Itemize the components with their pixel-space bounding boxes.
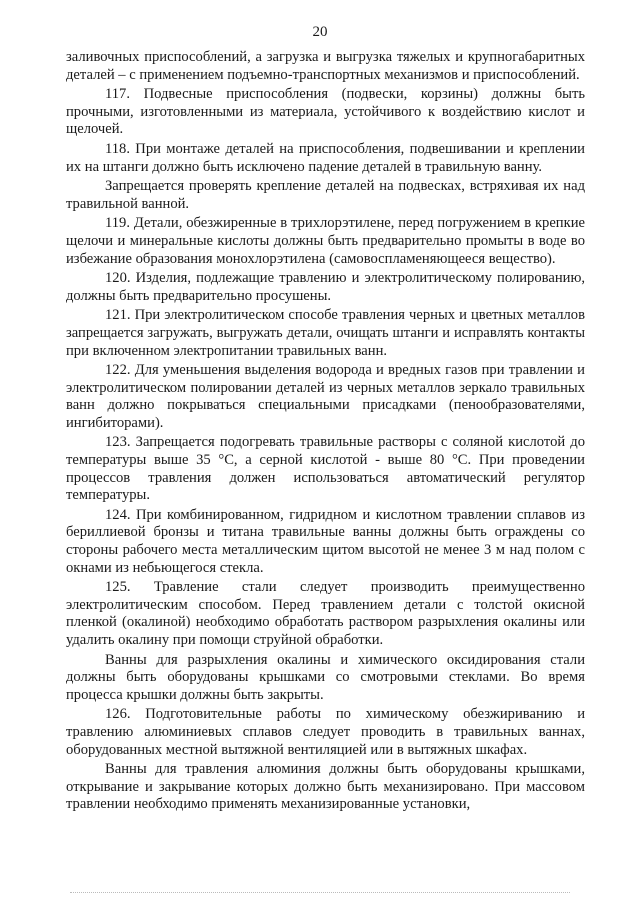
paragraph-121: 121. При электролитическом способе травления черных и цветных металлов запрещается загружать, выгружать детали, очищать штанги и исправлять контакты при включенном электропитании травильных ванн.	[66, 307, 585, 359]
paragraph-120: 120. Изделия, подлежащие травлению и электролитическому полированию, должны быть предварительно просушены.	[66, 270, 585, 304]
paragraph-126: 126. Подготовительные работы по химическому обезжириванию и травлению алюминиевых сплавов следует проводить в травильных ваннах, оборудованных местной вытяжной вентиляцией или в вытяжных шкафах.	[66, 706, 585, 758]
paragraph-117: 117. Подвесные приспособления (подвески, корзины) должны быть прочными, изготовленными из материала, устойчивого к воздействию кислот и щелочей.	[66, 86, 585, 138]
paragraph-123: 123. Запрещается подогревать травильные растворы с соляной кислотой до температуры выше 35 °С, а серной кислотой - выше 80 °С. При проведении процессов травления должен использоваться автоматический регулятор температуры.	[66, 434, 585, 504]
paragraph-119: 119. Детали, обезжиренные в трихлорэтилене, перед погружением в крепкие щелочи и минеральные кислоты должны быть предварительно промыты в воде во избежание образования монохлорэтилена (самовоспламеняющееся вещество).	[66, 215, 585, 267]
paragraph-125-note: Ванны для разрыхления окалины и химического оксидирования стали должны быть оборудованы крышками со смотровыми стеклами. Во время процесса крышки должны быть закрыты.	[66, 651, 585, 703]
paragraph-126-note: Ванны для травления алюминия должны быть оборудованы крышками, открывание и закрывание которых должно быть механизировано. При массовом травлении необходимо применять механизированные установки,	[66, 761, 585, 813]
paragraph-118: 118. При монтаже деталей на приспособления, подвешивании и креплении их на штанги должно быть исключено падение деталей в травильную ванну.	[66, 140, 585, 175]
scan-artifact-line	[70, 892, 570, 893]
paragraph-125: 125. Травление стали следует производить преимущественно электролитическим способом. Перед травлением детали с толстой окисной пленкой (окалиной) необходимо обработать раствором разрыхления окалины или удалить окалину при помощи струйной обработки.	[66, 579, 585, 648]
paragraph-118-note: Запрещается проверять крепление деталей на подвесках, встряхивая их над травильной ванной.	[66, 178, 585, 212]
paragraph-continuation: заливочных приспособлений, а загрузка и выгрузка тяжелых и крупногабаритных деталей – с применением подъемно-транспортных механизмов и приспособлений.	[66, 49, 585, 83]
document-body	[66, 49, 585, 816]
page-number: 20	[312, 24, 328, 40]
paragraph-124: 124. При комбинированном, гидридном и кислотном травлении сплавов из бериллиевой бронзы и титана травильные ванны должны быть ограждены со стороны рабочего места металлическим щитом высотой не менее 3 м над полом с окнами из небьющегося стекла.	[66, 506, 585, 576]
paragraph-122: 122. Для уменьшения выделения водорода и вредных газов при травлении и электролитическом полировании деталей из черных металлов зеркало травильных ванн должно покрываться специальными присадками (пенообразователями, ингибиторами).	[66, 362, 585, 431]
